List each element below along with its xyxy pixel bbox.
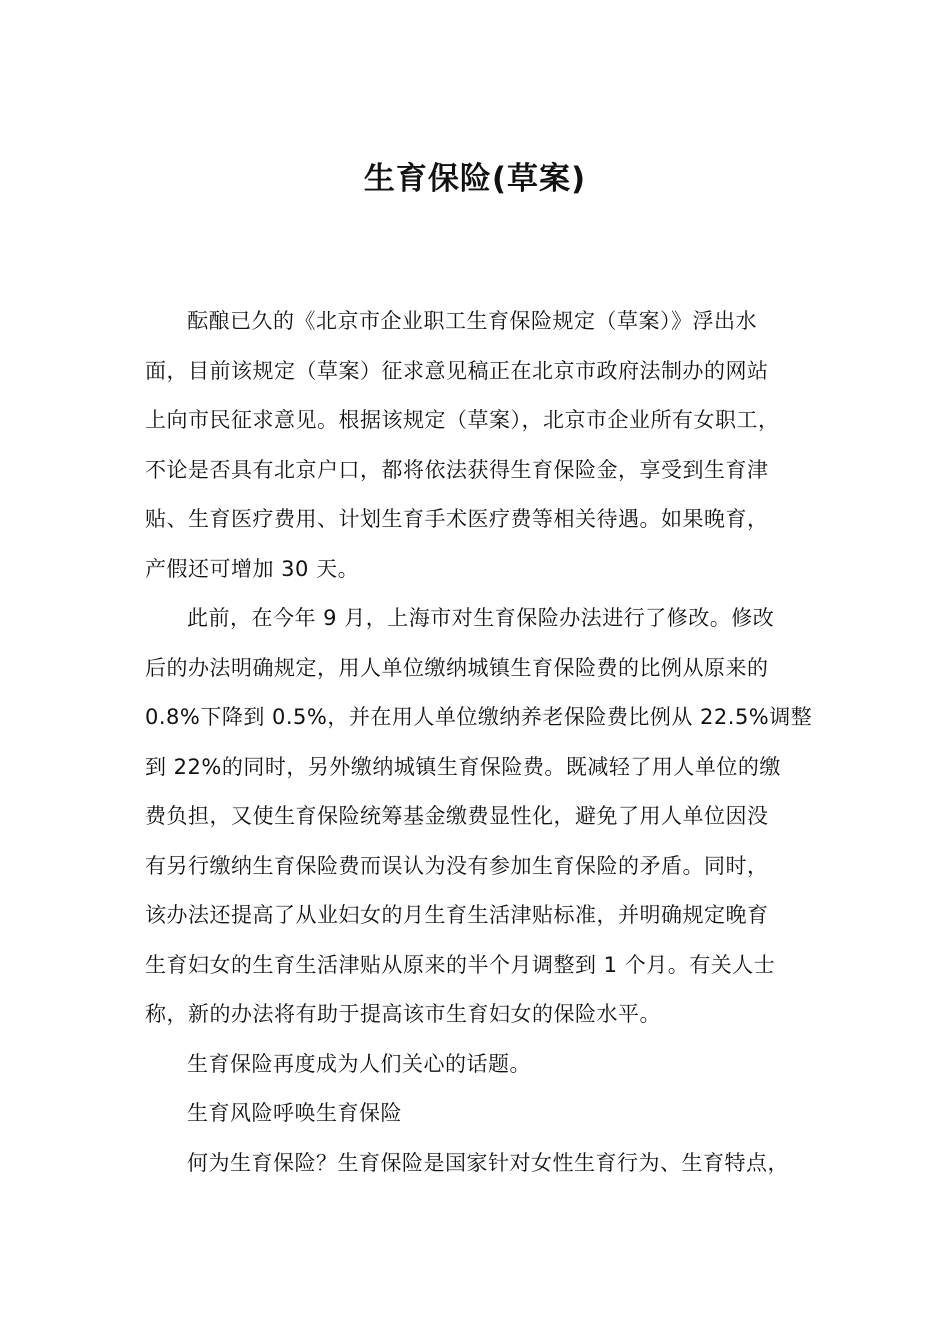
paragraph-definition: 何为生育保险？生育保险是国家针对女性生育行为、生育特点， — [187, 1150, 789, 1175]
document-title: 生育保险(草案) — [363, 161, 587, 197]
section-heading-risk: 生育风险呼唤生育保险 — [187, 1101, 402, 1125]
document-body — [145, 297, 825, 1188]
paragraph-beijing-draft: 酝酿已久的《北京市企业职工生育保险规定（草案）》浮出水 面，目前该规定（草案）征求意见稿正在北京市政府法制办的网站 上向市民征求意见。根据该规定（草案），北京市企业所有女职工， 不论是否具有北京户口，都将依法获得生育保险金，享受到生育津 贴、生育医疗费用、计划生育手术医疗费等相关待遇。如果晚育， 产假还可增加 30 天。 — [145, 309, 780, 581]
paragraph-public-concern: 生育保险再度成为人们关心的话题。 — [187, 1051, 531, 1076]
paragraph-shanghai-revision: 此前，在今年 9 月，上海市对生育保险办法进行了修改。修改 后的办法明确规定，用人单位缴纳城镇生育保险费的比例从原来的 0.8%下降到 0.5%，并在用人单位缴纳养老保险费比例从 22.5%调整 到 22%的同时，另外缴纳城镇生育保险费。既减轻了用人单位的缴 费负担，又使生育保险统筹基金缴费显性化，避免了用人单位因没 有另行缴纳生育保险费而误认为没有参加生育保险的矛盾。同时， 该办法还提高了从业妇女的月生育生活津贴标准，并明确规定晚育 生育妇女的生育生活津贴从原来的半个月调整到 1 个月。有关人士 称，新的办法将有助于提高该市生育妇女的保险水平。 — [145, 606, 813, 1026]
